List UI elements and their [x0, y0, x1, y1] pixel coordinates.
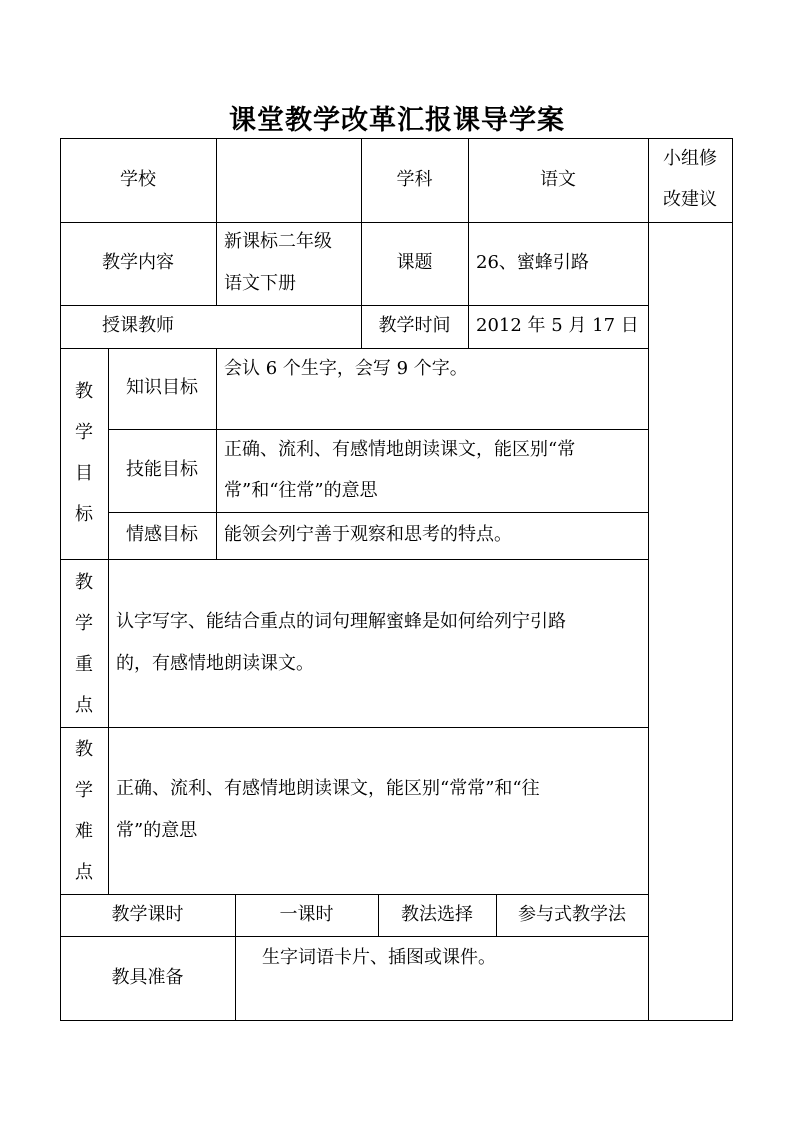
row-divider	[60, 559, 649, 560]
table-border-bottom	[60, 1020, 733, 1021]
focus-text-line2: 的，有感情地朗读课文。	[116, 653, 314, 674]
emotion-goal-text: 能领会列宁善于观察和思考的特点。	[224, 524, 512, 545]
skill-goal-text-line1: 正确、流利、有感情地朗读课文，能区别“常	[224, 439, 576, 460]
suggestion-header-line2: 改建议	[663, 189, 717, 210]
difficulty-text-line2: 常”的意思	[116, 820, 198, 841]
skill-goal-label: 技能目标	[126, 459, 198, 480]
knowledge-goal-text: 会认 6 个生字，会写 9 个字。	[224, 358, 468, 379]
row-divider	[60, 727, 649, 728]
content-value-line1: 新课标二年级	[224, 231, 332, 252]
suggestion-header-line1: 小组修	[663, 148, 717, 169]
content-label: 教学内容	[102, 252, 174, 273]
column-divider	[216, 138, 217, 306]
difficulty-label: 教 学 难 点	[75, 739, 93, 883]
time-value: 2012 年 5 月 17 日	[476, 315, 639, 336]
table-border-right	[732, 138, 733, 1021]
subject-value: 语文	[540, 169, 576, 190]
tools-value: 生字词语卡片、插图或课件。	[262, 947, 496, 968]
column-divider	[216, 348, 217, 560]
row-divider	[60, 936, 649, 937]
content-value-line2: 语文下册	[224, 273, 296, 294]
column-divider	[108, 348, 109, 895]
goals-group-label: 教 学 目 标	[75, 381, 93, 525]
hours-label: 教学课时	[111, 904, 184, 925]
skill-goal-text-line2: 常”和“往常”的意思	[224, 480, 378, 501]
focus-text-line1: 认字写字、能结合重点的词句理解蜜蜂是如何给列宁引路	[116, 611, 566, 632]
subject-label: 学科	[396, 169, 433, 190]
school-label: 学校	[120, 169, 156, 190]
page-title: 课堂教学改革汇报课导学案	[229, 105, 565, 136]
difficulty-text-line1: 正确、流利、有感情地朗读课文，能区别“常常”和“往	[116, 778, 540, 799]
tools-label: 教具准备	[111, 967, 184, 988]
method-value: 参与式教学法	[518, 904, 626, 925]
table-border-top	[60, 138, 733, 139]
row-divider	[108, 512, 649, 513]
method-label: 教法选择	[401, 904, 473, 925]
emotion-goal-label: 情感目标	[126, 524, 198, 545]
focus-label: 教 学 重 点	[75, 572, 93, 716]
topic-label: 课题	[396, 252, 433, 273]
row-divider	[60, 222, 733, 223]
column-divider	[648, 138, 649, 1021]
time-label: 教学时间	[378, 315, 451, 336]
knowledge-goal-label: 知识目标	[126, 377, 198, 398]
teacher-label: 授课教师	[102, 315, 174, 336]
hours-value: 一课时	[279, 904, 334, 925]
topic-value: 26、蜜蜂引路	[476, 252, 589, 273]
